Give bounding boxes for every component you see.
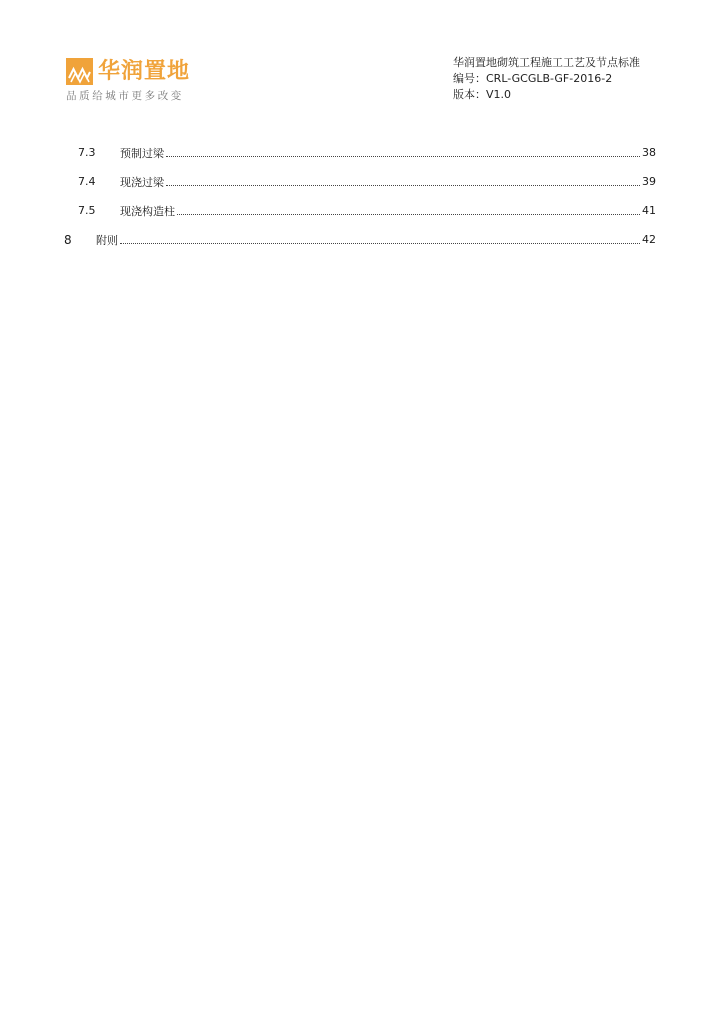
toc-leader-dots	[177, 214, 640, 215]
table-of-contents	[64, 138, 656, 254]
document-meta	[453, 55, 640, 103]
document-version: 版本：V1.0	[453, 88, 512, 101]
logo-mountain-icon	[66, 58, 93, 85]
toc-entry-title: 预制过梁	[120, 146, 164, 160]
toc-leader-dots	[166, 156, 640, 157]
toc-entry-number: 8	[64, 232, 72, 247]
toc-entry[interactable]	[64, 225, 656, 254]
toc-entry[interactable]	[64, 138, 656, 167]
document-code: 编号：CRL-GCGLB-GF-2016-2	[453, 72, 613, 85]
logo-name: 华润置地	[98, 59, 191, 84]
logo-slogan: 品质给城市更多改变	[66, 90, 184, 102]
toc-entry-number: 7.5	[78, 204, 96, 217]
toc-entry-page: 42	[642, 233, 656, 246]
toc-entry-number: 7.4	[78, 175, 96, 188]
toc-entry-title: 现浇过梁	[120, 175, 164, 189]
toc-entry[interactable]	[64, 196, 656, 225]
toc-entry[interactable]	[64, 167, 656, 196]
toc-leader-dots	[166, 185, 640, 186]
toc-entry-title: 附则	[96, 233, 118, 247]
company-logo	[66, 58, 236, 106]
document-title: 华润置地砌筑工程施工工艺及节点标准	[453, 56, 640, 69]
toc-leader-dots	[120, 243, 640, 244]
toc-entry-page: 39	[642, 175, 656, 188]
toc-entry-page: 38	[642, 146, 656, 159]
toc-entry-title: 现浇构造柱	[120, 204, 175, 218]
toc-entry-page: 41	[642, 204, 656, 217]
toc-entry-number: 7.3	[78, 146, 96, 159]
